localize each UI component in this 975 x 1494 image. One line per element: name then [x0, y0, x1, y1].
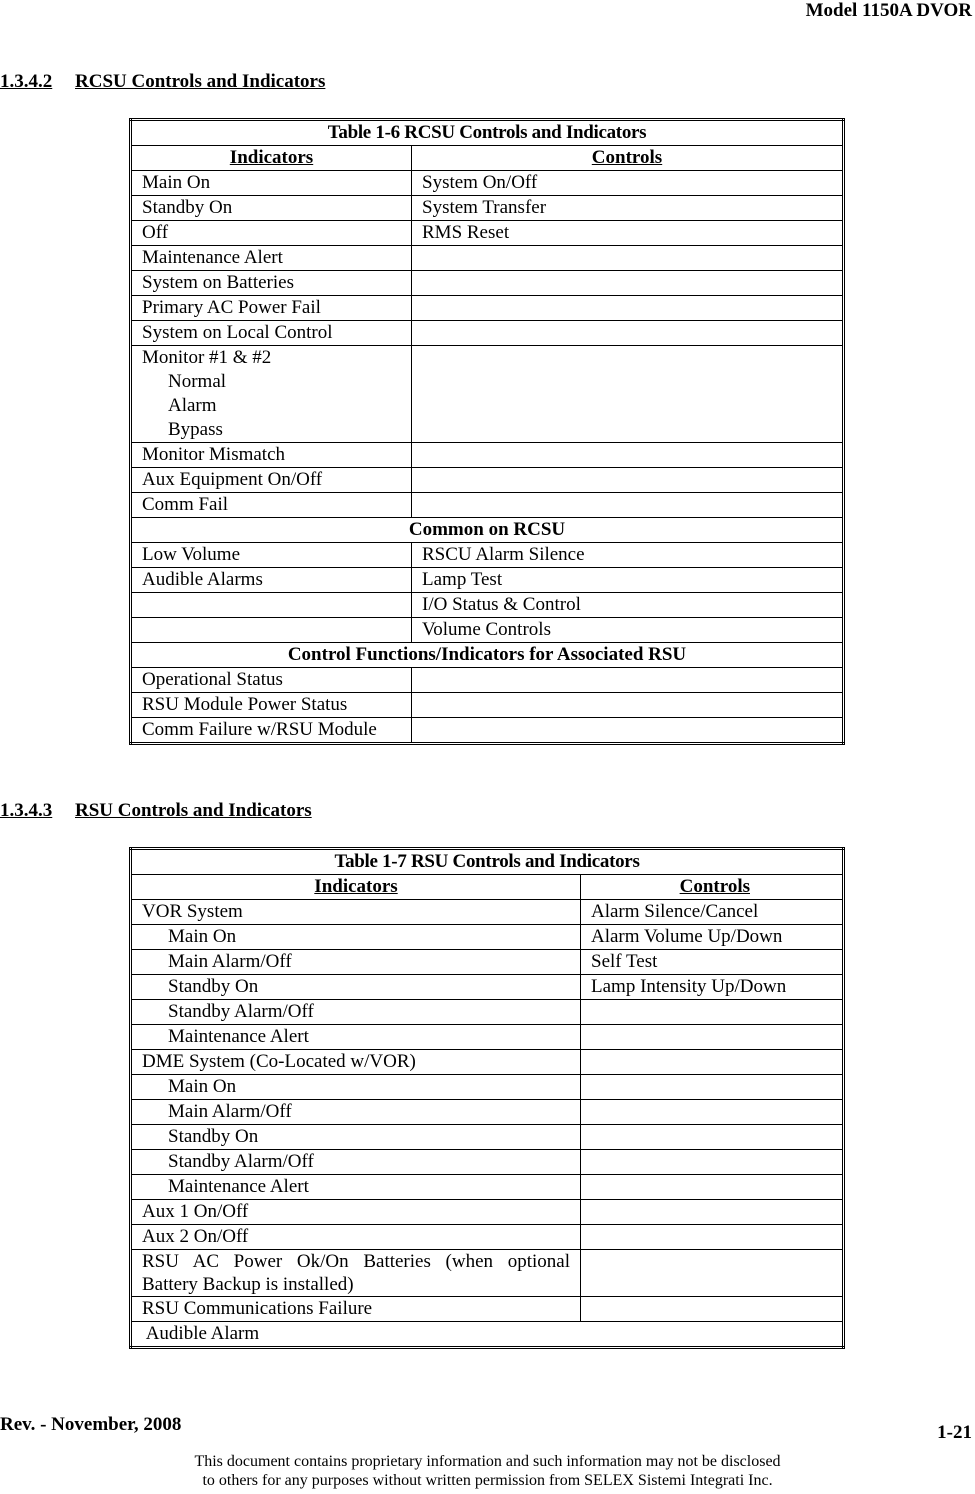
control-cell [581, 1125, 844, 1150]
table-row [131, 1100, 844, 1125]
table-row [131, 468, 844, 493]
group-heading-common: Common on RCSU [131, 518, 844, 543]
control-cell [412, 321, 844, 346]
table-caption: Table 1-7 RSU Controls and Indicators [131, 849, 844, 875]
indicator-cell: RSU Module Power Status [131, 693, 412, 718]
indicator-cell: RSU Communications Failure [131, 1297, 581, 1322]
table-row [131, 975, 844, 1000]
indicator-cell: Primary AC Power Fail [131, 296, 412, 321]
indicator-cell: DME System (Co-Located w/VOR) [131, 1050, 581, 1075]
table-row [131, 1250, 844, 1297]
control-cell [412, 296, 844, 321]
indicator-cell: Low Volume [131, 543, 412, 568]
rsu-controls-table [129, 847, 845, 1349]
monitor-sub-alarm: Alarm [168, 395, 217, 416]
table-row [131, 900, 844, 925]
indicator-cell: Main On [131, 925, 581, 950]
indicator-cell: Standby On [131, 1125, 581, 1150]
table-row [131, 171, 844, 196]
control-cell: Alarm Volume Up/Down [581, 925, 844, 950]
indicator-cell: Comm Fail [131, 493, 412, 518]
group-heading-rsu-functions: Control Functions/Indicators for Associated RSU [131, 643, 844, 668]
control-cell [412, 271, 844, 296]
table-row [131, 1225, 844, 1250]
control-cell: RMS Reset [412, 221, 844, 246]
indicator-cell: System on Batteries [131, 271, 412, 296]
table-row [131, 950, 844, 975]
indicator-cell: Aux 1 On/Off [131, 1200, 581, 1225]
control-cell [581, 1075, 844, 1100]
indicator-cell: Standby On [131, 975, 581, 1000]
control-cell: Lamp Intensity Up/Down [581, 975, 844, 1000]
section-title: RSU Controls and Indicators [75, 800, 312, 821]
proprietary-notice-line1: This document contains proprietary information and such information may not be disclosed [194, 1453, 781, 1470]
revision-date: Rev. - November, 2008 [0, 1414, 182, 1435]
indicator-cell: Main On [131, 1075, 581, 1100]
table-row [131, 246, 844, 271]
indicator-cell: Maintenance Alert [131, 1025, 581, 1050]
control-cell: I/O Status & Control [412, 593, 844, 618]
control-cell [412, 346, 844, 443]
indicator-cell: Maintenance Alert [131, 246, 412, 271]
column-header-indicators: Indicators [131, 875, 581, 900]
control-cell [581, 1100, 844, 1125]
monitor-sub-bypass: Bypass [168, 419, 223, 440]
indicator-cell [131, 618, 412, 643]
control-cell [581, 1050, 844, 1075]
table-row [131, 718, 844, 744]
indicator-cell: Standby Alarm/Off [131, 1000, 581, 1025]
table-row [131, 346, 844, 443]
table-row [131, 693, 844, 718]
indicator-cell [131, 593, 412, 618]
indicator-cell: Off [131, 221, 412, 246]
indicator-cell: Main Alarm/Off [131, 950, 581, 975]
control-cell [581, 1150, 844, 1175]
table-row [131, 568, 844, 593]
control-cell [581, 1025, 844, 1050]
column-header-controls: Controls [412, 146, 844, 171]
table-row [131, 1000, 844, 1025]
control-cell [581, 1225, 844, 1250]
control-cell [412, 246, 844, 271]
page-number: 1-21 [937, 1422, 972, 1443]
control-cell: Volume Controls [412, 618, 844, 643]
control-cell [412, 493, 844, 518]
indicator-cell: VOR System [131, 900, 581, 925]
indicator-cell: Main On [131, 171, 412, 196]
control-cell: RSCU Alarm Silence [412, 543, 844, 568]
control-cell: Alarm Silence/Cancel [581, 900, 844, 925]
indicator-cell: Main Alarm/Off [131, 1100, 581, 1125]
audible-alarm-cell: Audible Alarm [131, 1322, 844, 1348]
document-model-header: Model 1150A DVOR [805, 0, 972, 21]
table-row [131, 296, 844, 321]
indicator-cell: RSU AC Power Ok/On Batteries (when optional Battery Backup is installed) [131, 1250, 581, 1297]
table-row [131, 925, 844, 950]
table-row [131, 321, 844, 346]
control-cell [412, 668, 844, 693]
control-cell [412, 443, 844, 468]
rcsu-controls-table [129, 118, 845, 745]
control-cell [581, 1200, 844, 1225]
table-row [131, 1075, 844, 1100]
control-cell [412, 468, 844, 493]
control-cell: System On/Off [412, 171, 844, 196]
control-cell [412, 693, 844, 718]
table-caption: Table 1-6 RCSU Controls and Indicators [131, 120, 844, 146]
column-header-controls: Controls [581, 875, 844, 900]
table-row [131, 1200, 844, 1225]
control-cell [581, 1297, 844, 1322]
control-cell [412, 718, 844, 744]
monitor-title: Monitor #1 & #2 [142, 347, 272, 368]
table-row [131, 618, 844, 643]
indicator-cell: Standby Alarm/Off [131, 1150, 581, 1175]
table-row [131, 196, 844, 221]
table-row [131, 1322, 844, 1348]
proprietary-notice-line2: to others for any purposes without written permission from SELEX Sistemi Integrati Inc. [202, 1472, 773, 1489]
indicator-cell: Aux 2 On/Off [131, 1225, 581, 1250]
indicator-cell: Monitor Mismatch [131, 443, 412, 468]
control-cell: Self Test [581, 950, 844, 975]
table-row [131, 1025, 844, 1050]
indicator-cell: Operational Status [131, 668, 412, 693]
table-row [131, 1150, 844, 1175]
indicator-cell: Maintenance Alert [131, 1175, 581, 1200]
indicator-cell: Audible Alarms [131, 568, 412, 593]
table-row [131, 668, 844, 693]
table-row [131, 1175, 844, 1200]
table-row [131, 593, 844, 618]
table-row [131, 271, 844, 296]
monitor-sub-normal: Normal [168, 371, 227, 392]
section-number: 1.3.4.2 [0, 71, 53, 92]
indicator-cell: Standby On [131, 196, 412, 221]
table-row [131, 1050, 844, 1075]
indicator-cell: System on Local Control [131, 321, 412, 346]
table-row [131, 443, 844, 468]
indicator-cell: Comm Failure w/RSU Module [131, 718, 412, 744]
control-cell [581, 1250, 844, 1297]
section-heading-rcsu [0, 71, 325, 93]
table-row [131, 493, 844, 518]
table-row [131, 1297, 844, 1322]
table-row [131, 1125, 844, 1150]
section-heading-rsu [0, 800, 312, 822]
control-cell: System Transfer [412, 196, 844, 221]
control-cell: Lamp Test [412, 568, 844, 593]
proprietary-notice [0, 1452, 975, 1490]
section-number: 1.3.4.3 [0, 800, 53, 821]
table-row [131, 221, 844, 246]
control-cell [581, 1175, 844, 1200]
table-row [131, 543, 844, 568]
control-cell [581, 1000, 844, 1025]
indicator-cell-monitor [131, 346, 412, 443]
section-title: RCSU Controls and Indicators [75, 71, 326, 92]
column-header-indicators: Indicators [131, 146, 412, 171]
indicator-cell: Aux Equipment On/Off [131, 468, 412, 493]
